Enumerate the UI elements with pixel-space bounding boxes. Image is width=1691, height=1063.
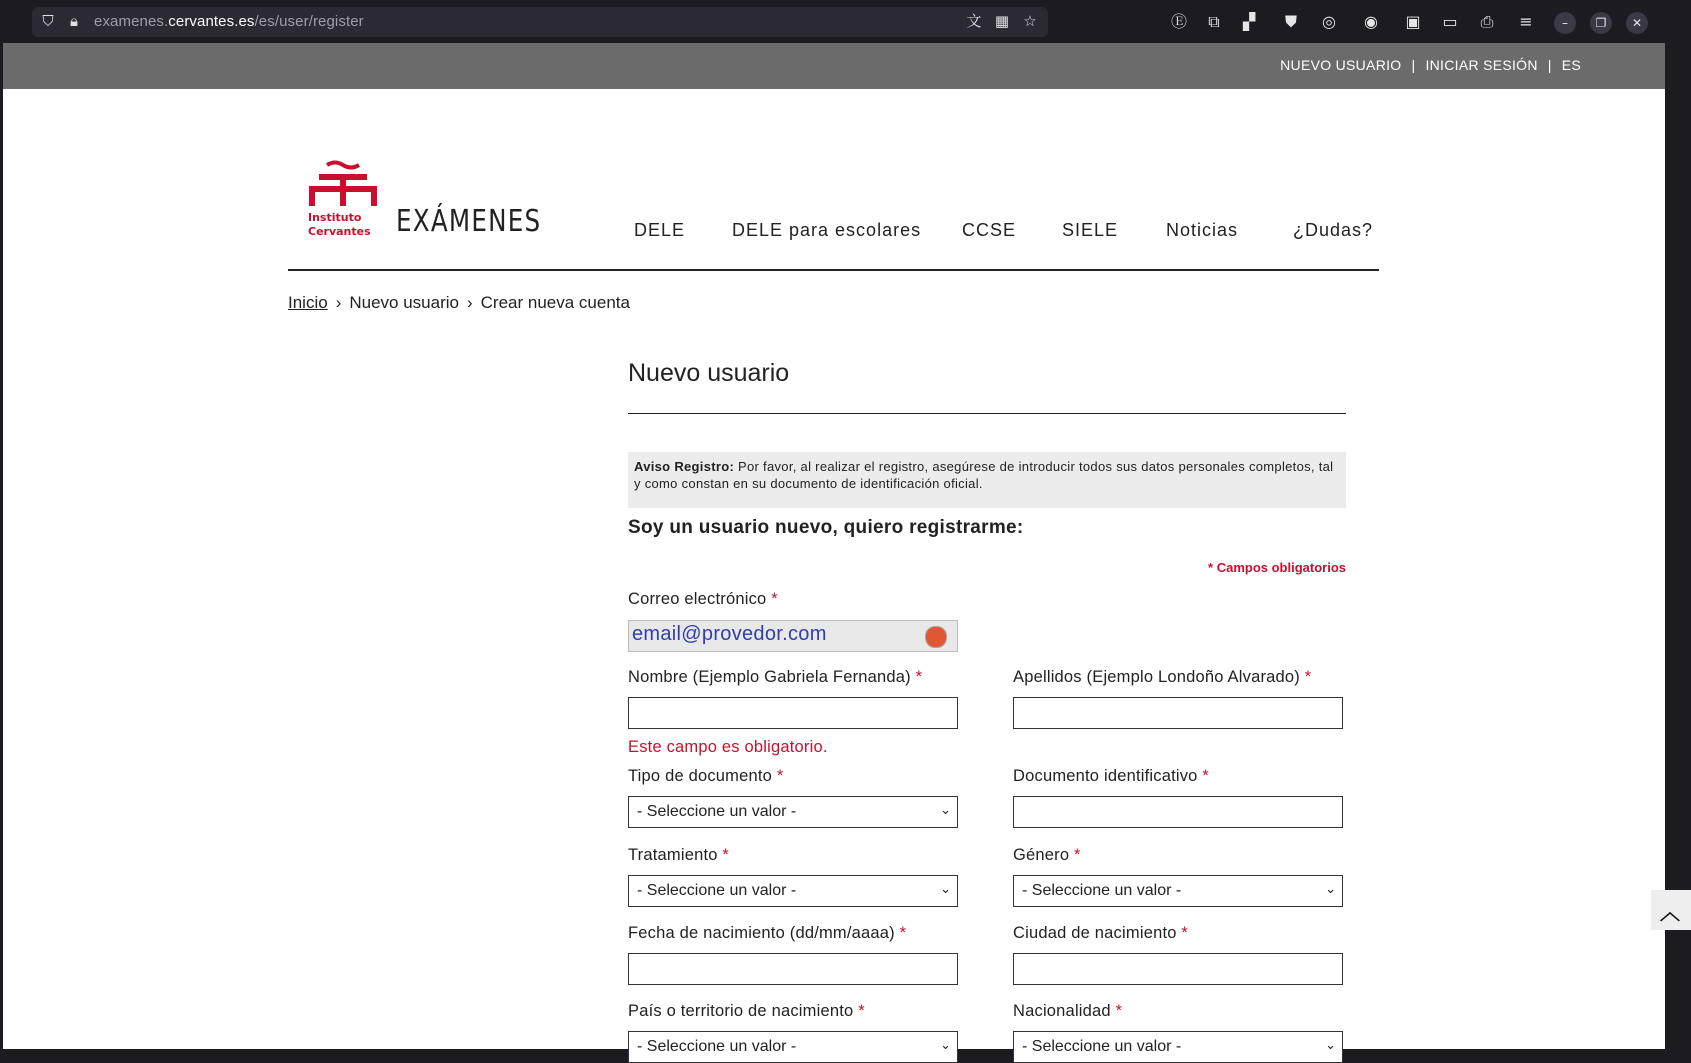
- first-name-label: Nombre (Ejemplo Gabriela Fernanda) *: [628, 668, 923, 686]
- duckduckgo-autofill-icon[interactable]: [925, 626, 947, 648]
- breadcrumb: [288, 293, 630, 313]
- bookmark-star-icon[interactable]: ☆: [1023, 12, 1037, 30]
- browser-toolbar: [0, 0, 1665, 43]
- shield-icon[interactable]: ⛉: [42, 12, 54, 30]
- ublock-icon[interactable]: ⛊: [1284, 12, 1297, 31]
- extension-e-icon[interactable]: Ⓔ: [1170, 12, 1187, 31]
- separator: |: [1547, 57, 1552, 73]
- first-name-error: Este campo es obligatorio.: [628, 738, 828, 756]
- last-name-label: Apellidos (Ejemplo Londoño Alvarado) *: [1013, 668, 1312, 686]
- nav-siele[interactable]: SIELE: [1062, 220, 1119, 240]
- logo-text-line2: Cervantes: [308, 225, 371, 238]
- nav-dudas[interactable]: ¿Dudas?: [1293, 220, 1374, 240]
- email-value[interactable]: email@provedor.com: [632, 623, 827, 645]
- last-name-field[interactable]: [1013, 697, 1343, 729]
- doc-type-select[interactable]: - Seleccione un valor - ⌄: [628, 796, 958, 828]
- email-label: Correo electrónico *: [628, 590, 778, 608]
- doc-id-field[interactable]: [1013, 796, 1343, 828]
- birth-city-label: Ciudad de nacimiento *: [1013, 924, 1189, 942]
- gender-label: Género *: [1013, 846, 1081, 864]
- title-select[interactable]: - Seleccione un valor - ⌄: [628, 875, 958, 907]
- header-divider: [288, 269, 1379, 271]
- notice-label: Aviso Registro:: [634, 459, 735, 474]
- lock-icon[interactable]: 🔒︎: [70, 12, 78, 30]
- sidebar-icon[interactable]: ▭: [1442, 12, 1458, 31]
- close-icon[interactable]: ✕: [1626, 12, 1648, 34]
- birth-city-field[interactable]: [1013, 953, 1343, 985]
- nav-dele-escolares[interactable]: DELE para escolares: [732, 220, 922, 240]
- notice-text: Por favor, al realizar el registro, asegúrese de introducir todos sus datos personales completos, tal y como constan en su documento de identificación oficial.: [634, 459, 1334, 491]
- required-fields-note: * Campos obligatorios: [1208, 560, 1346, 575]
- nationality-label: Nacionalidad *: [1013, 1002, 1123, 1020]
- birthdate-field[interactable]: [628, 953, 958, 985]
- back-to-top-button[interactable]: [1651, 890, 1691, 930]
- nav-dele[interactable]: DELE: [634, 220, 686, 240]
- menu-hamburger-icon[interactable]: ≡: [1519, 12, 1533, 31]
- web-page: [3, 43, 1680, 1055]
- birth-country-label: País o territorio de nacimiento *: [628, 1002, 865, 1020]
- language-selector[interactable]: ES: [1561, 57, 1581, 73]
- breadcrumb-home-link[interactable]: Inicio: [288, 293, 328, 312]
- nav-noticias[interactable]: Noticias: [1166, 220, 1239, 240]
- nav-ccse[interactable]: CCSE: [962, 220, 1017, 240]
- apps-grid-icon[interactable]: ▞: [1242, 12, 1256, 31]
- qr-code-icon[interactable]: ▦: [994, 12, 1010, 30]
- breadcrumb-current: Crear nueva cuenta: [480, 293, 630, 312]
- title-label: Tratamiento *: [628, 846, 730, 864]
- chevron-down-icon: ⌄: [1325, 1037, 1336, 1052]
- registration-notice: [628, 452, 1346, 508]
- minimize-icon[interactable]: –: [1554, 12, 1576, 34]
- chevron-down-icon: ⌄: [940, 802, 951, 817]
- top-utility-bar: [3, 43, 1665, 89]
- url-text[interactable]: examenes.cervantes.es/es/user/register: [94, 13, 364, 30]
- duckduckgo-icon[interactable]: ◉: [1364, 12, 1378, 31]
- birth-country-select[interactable]: - Seleccione un valor - ⌄: [628, 1031, 958, 1063]
- new-user-link[interactable]: NUEVO USUARIO: [1280, 57, 1402, 73]
- title-divider: [628, 413, 1346, 414]
- chevron-down-icon: ⌄: [940, 881, 951, 896]
- doc-id-label: Documento identificativo *: [1013, 767, 1209, 785]
- chevron-up-icon: ︿: [1660, 902, 1680, 924]
- logo-text-line1: Instituto: [308, 211, 362, 224]
- birthdate-label: Fecha de nacimiento (dd/mm/aaaa) *: [628, 924, 907, 942]
- printer-icon[interactable]: ⎙: [1480, 12, 1494, 31]
- login-link[interactable]: INICIAR SESIÓN: [1425, 57, 1538, 73]
- instituto-cervantes-logo[interactable]: [307, 161, 379, 237]
- address-bar[interactable]: [32, 7, 1048, 37]
- pocket-icon[interactable]: ▣: [1405, 12, 1421, 31]
- first-name-field[interactable]: [628, 697, 958, 729]
- extensions-puzzle-icon[interactable]: ⧉: [1208, 12, 1220, 31]
- restore-icon[interactable]: ❐: [1590, 12, 1612, 34]
- separator: |: [1411, 57, 1416, 73]
- breadcrumb-separator: ›: [466, 293, 473, 312]
- section-heading: Soy un usuario nuevo, quiero registrarme:: [628, 517, 1024, 538]
- nationality-select[interactable]: - Seleccione un valor - ⌄: [1013, 1031, 1343, 1063]
- page-title: Nuevo usuario: [628, 359, 790, 387]
- breadcrumb-level2: Nuevo usuario: [349, 293, 459, 312]
- doc-type-label: Tipo de documento *: [628, 767, 784, 785]
- gender-select[interactable]: - Seleccione un valor - ⌄: [1013, 875, 1343, 907]
- email-field[interactable]: [628, 620, 958, 652]
- privacy-eyes-icon[interactable]: ◎: [1322, 12, 1336, 31]
- chevron-down-icon: ⌄: [1325, 881, 1336, 896]
- breadcrumb-separator: ›: [335, 293, 342, 312]
- chevron-down-icon: ⌄: [940, 1037, 951, 1052]
- brand-title[interactable]: EXÁMENES: [396, 204, 542, 239]
- translate-icon[interactable]: 文: [966, 12, 982, 30]
